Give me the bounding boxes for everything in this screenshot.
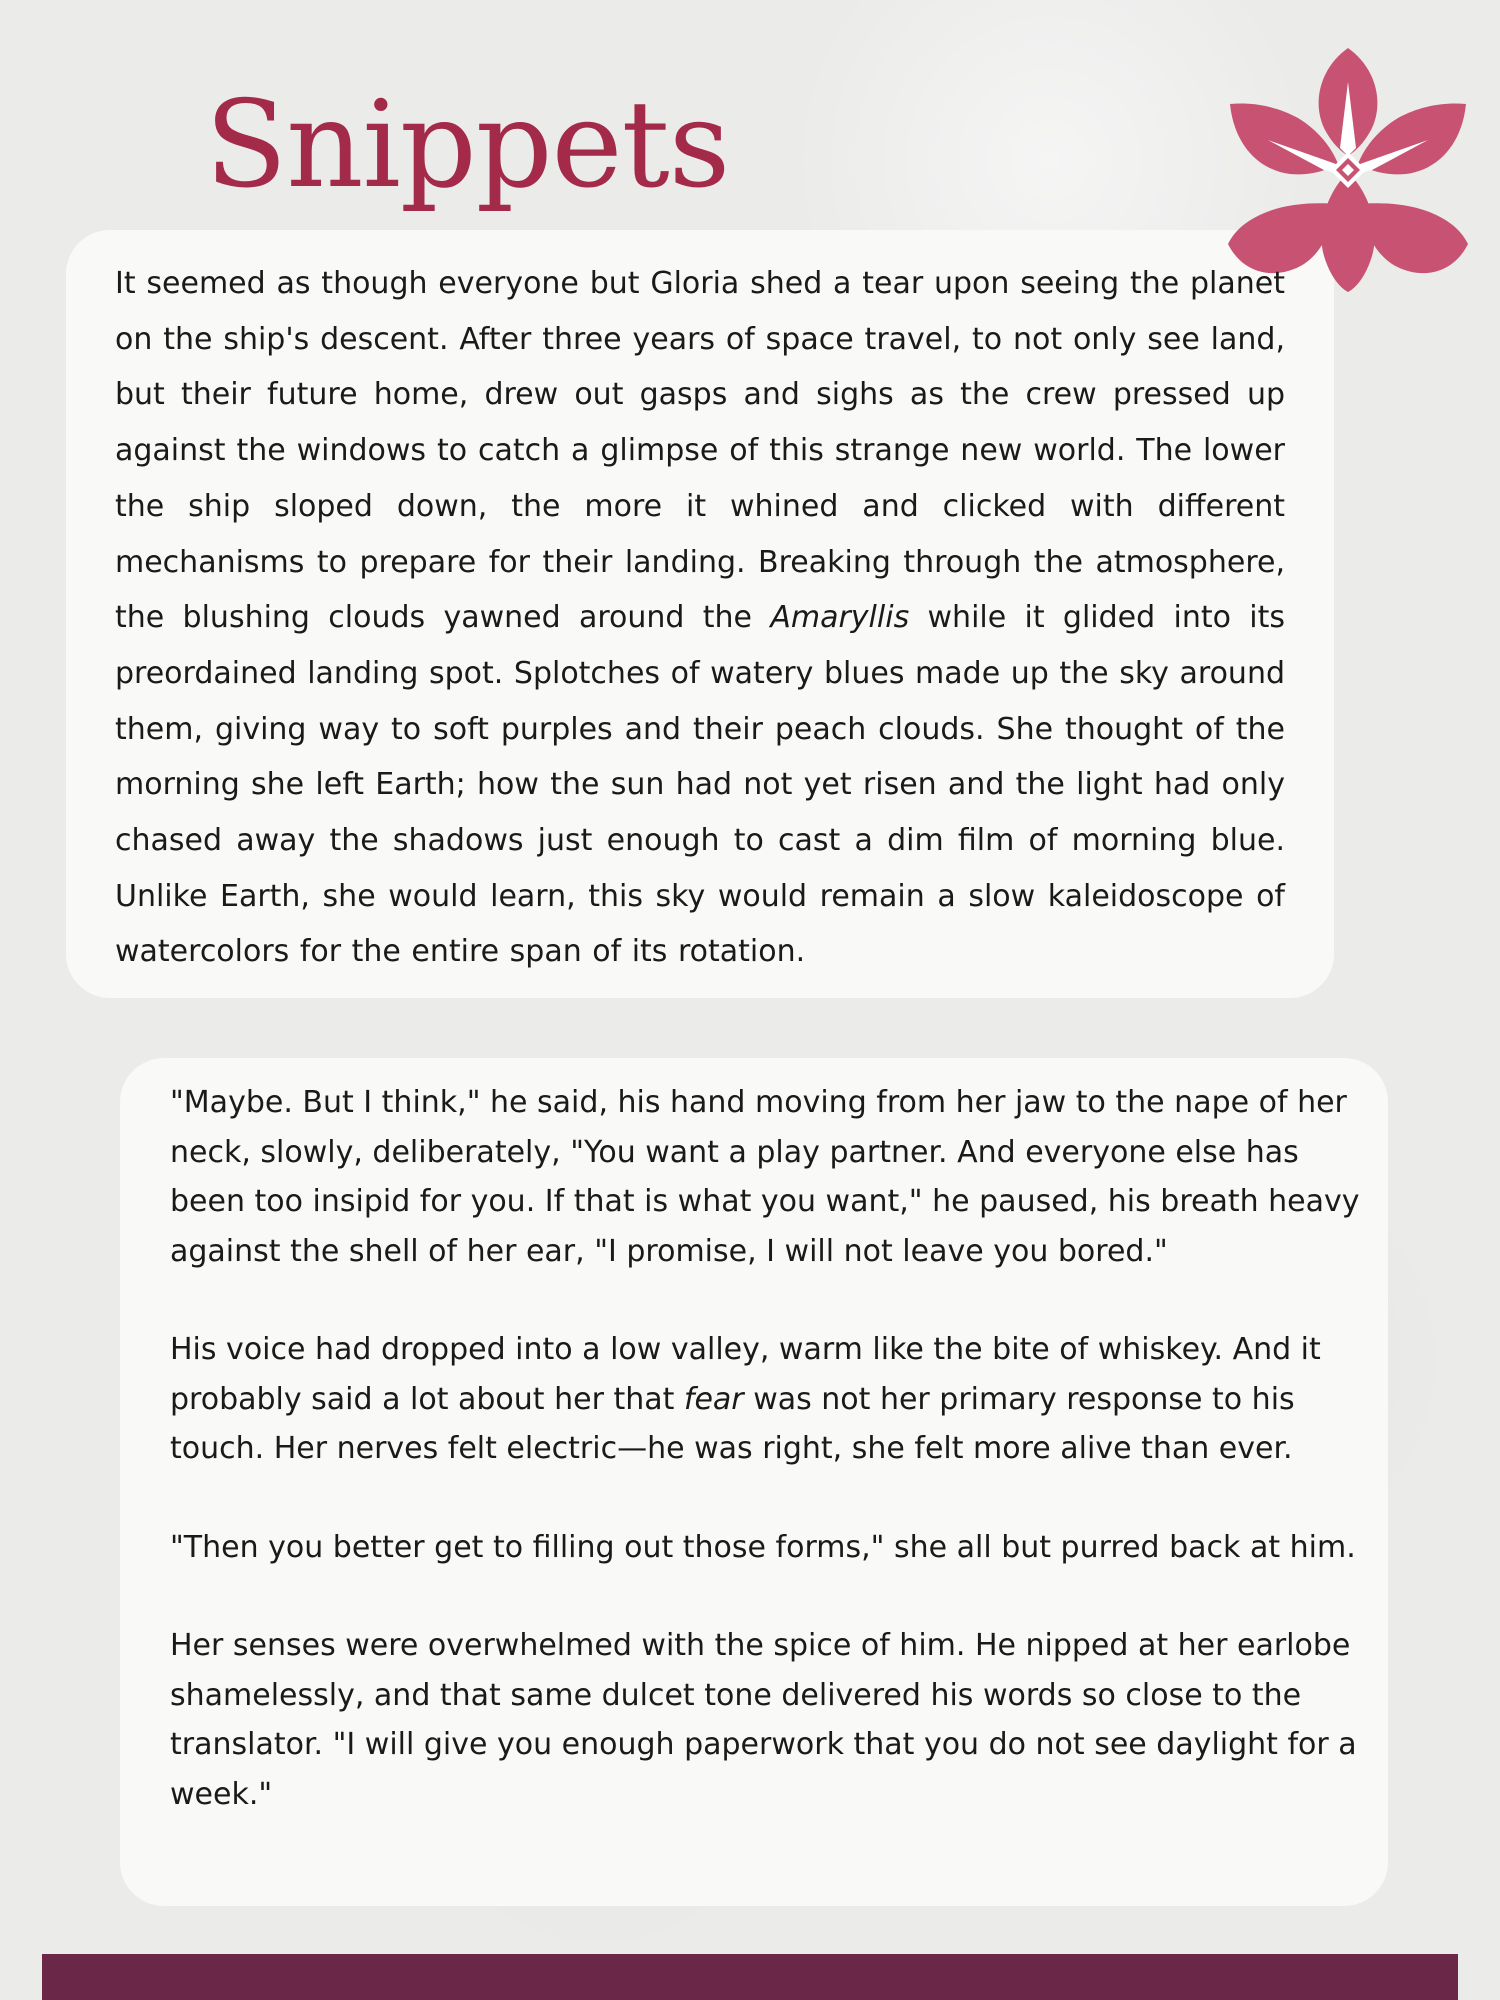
excerpt-1-paragraph: It seemed as though everyone but Gloria shed a tear upon seeing the planet on the ship's descent. After three years of space travel, to not only see land, but their future home, drew out gasps and sighs as the crew pressed up against the windows to catch a glimpse of this strange new world. The lower the ship sloped down, the more it whined and clicked with different mechanisms to prepare for their landing. Breaking through the atmosphere, the blushing clouds yawned around the Amaryllis while it glided into its preordained landing spot. Splotches of watery blues made up the sky around them, giving way to soft purples and their peach clouds. She thought of the morning she left Earth; how the sun had not yet risen and the light had only chased away the shadows just enough to cast a dim film of morning blue. Unlike Earth, she would learn, this sky would remain a slow kaleidoscope of watercolors for the entire span of its rotation. <box>115 266 1286 970</box>
excerpt-2-paragraph-2: His voice had dropped into a low valley, warm like the bite of whiskey. And it probably said a lot about her that fear was not her primary response to his touch. Her nerves felt electric—he was right, she felt more alive than ever. <box>170 1332 1321 1466</box>
ship-name: Amaryllis <box>770 600 910 636</box>
page-title: Snippets <box>205 76 730 215</box>
excerpt-2-text <box>170 1078 1360 1868</box>
emphasis-fear: fear <box>683 1381 744 1417</box>
excerpt-2-paragraph-4: Her senses were overwhelmed with the spice of him. He nipped at her earlobe shamelessly, and that same dulcet tone delivered his words so close to the translator. "I will give you enough paperwork that you do not see daylight for a week." <box>170 1628 1357 1812</box>
footer-bar <box>42 1954 1458 2000</box>
excerpt-2-paragraph-1: "Maybe. But I think," he said, his hand moving from her jaw to the nape of her neck, slowly, deliberately, "You want a play partner. And everyone else has been too insipid for you. If that is what you want," he paused, his breath heavy against the shell of her ear, "I promise, I will not leave you bored." <box>170 1085 1360 1269</box>
excerpt-2-paragraph-3: "Then you better get to filling out those forms," she all but purred back at him. <box>170 1529 1356 1565</box>
